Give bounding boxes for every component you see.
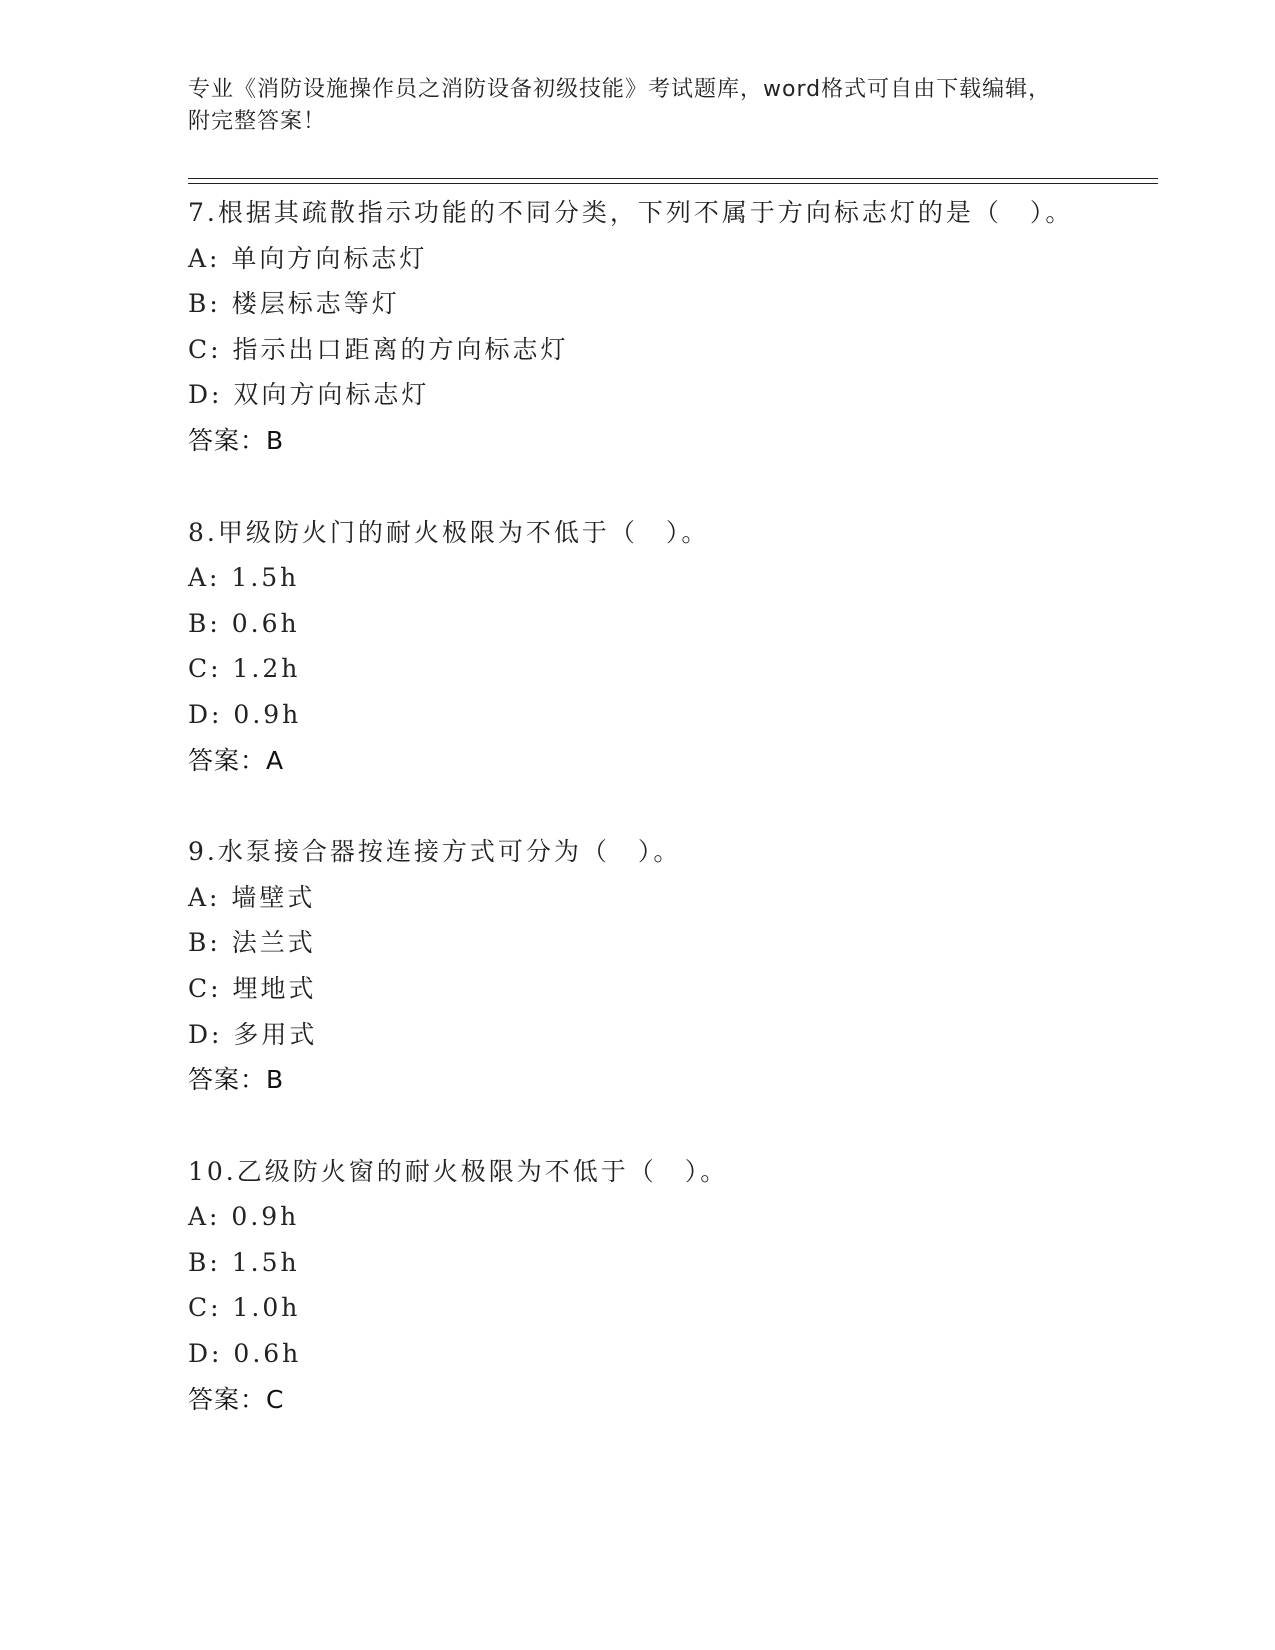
question-9: [188, 829, 1088, 1103]
option-b: B: 法兰式: [188, 928, 316, 958]
option-d: D: 多用式: [188, 1019, 318, 1049]
question-8: [188, 510, 1088, 784]
question-list: [188, 190, 1088, 1468]
answer-line: 答案：B: [188, 1065, 285, 1095]
document-header: 专业《消防设施操作员之消防设备初级技能》考试题库，word格式可自由下载编辑，附完整答案！: [188, 77, 1052, 134]
option-d: D: 双向方向标志灯: [188, 380, 430, 410]
question-10: [188, 1149, 1088, 1423]
option-a: A: 单向方向标志灯: [188, 243, 428, 273]
question-stem: 8.甲级防火门的耐火极限为不低于（ ）。: [188, 517, 710, 547]
option-a: A: 墙壁式: [188, 882, 316, 912]
option-a: A: 0.9h: [188, 1202, 300, 1232]
answer-line: 答案：C: [188, 1384, 285, 1414]
question-7: [188, 190, 1088, 464]
option-c: C: 1.2h: [188, 654, 301, 684]
option-c: C: 1.0h: [188, 1293, 301, 1323]
header-divider-bottom: [188, 183, 1158, 184]
answer-line: 答案：A: [188, 745, 285, 775]
header-divider-top: [188, 178, 1158, 179]
option-b: B: 1.5h: [188, 1247, 300, 1277]
question-stem: 7.根据其疏散指示功能的不同分类，下列不属于方向标志灯的是（ ）。: [188, 198, 1074, 227]
option-d: D: 0.6h: [188, 1339, 302, 1369]
question-stem: 9.水泵接合器按连接方式可分为（ ）。: [188, 837, 682, 867]
option-d: D: 0.9h: [188, 699, 302, 729]
option-c: C: 指示出口距离的方向标志灯: [188, 334, 569, 364]
question-stem: 10.乙级防火窗的耐火极限为不低于（ ）。: [188, 1156, 729, 1186]
answer-line: 答案：B: [188, 425, 285, 455]
option-b: B: 楼层标志等灯: [188, 289, 400, 319]
option-c: C: 埋地式: [188, 973, 317, 1003]
option-b: B: 0.6h: [188, 608, 300, 638]
option-a: A: 1.5h: [188, 563, 300, 593]
